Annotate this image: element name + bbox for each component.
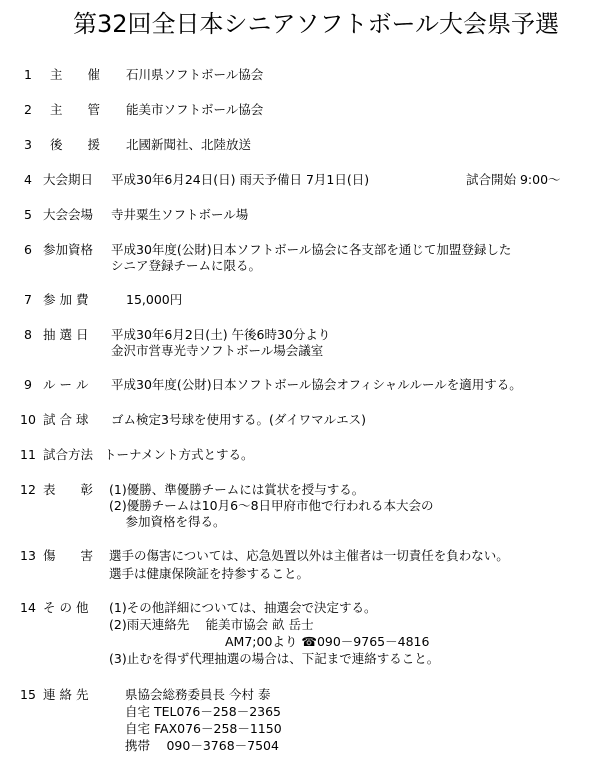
- page-title: 第32回全日本シニアソフトボール大会県予選: [72, 10, 560, 38]
- item-value: 平成30年度(公財)日本ソフトボール協会に各支部を通じて加盟登録した: [111, 242, 512, 257]
- item-number: 8: [24, 327, 32, 342]
- contact-name: 県協会総務委員長 今村 泰: [125, 687, 271, 702]
- item-value: (1)優勝、準優勝チームには賞状を授与する。: [109, 482, 365, 497]
- item-value: (3)止むを得ず代理抽選の場合は、下記まで連絡すること。: [109, 651, 440, 666]
- item-number: 4: [24, 172, 32, 187]
- item-number: 2: [24, 102, 32, 117]
- item-label: 傷 害: [43, 548, 94, 563]
- item-value: 15,000円: [126, 292, 183, 307]
- item-value: 平成30年度(公財)日本ソフトボール協会オフィシャルルールを適用する。: [111, 377, 522, 392]
- item-label: 大会期日: [43, 172, 94, 187]
- item-value: 能美市ソフトボール協会: [126, 102, 264, 117]
- item-value: シニア登録チームに限る。: [111, 258, 262, 273]
- contact-tel: 自宅 TEL076－258－2365: [125, 704, 281, 719]
- item-value: 石川県ソフトボール協会: [126, 67, 264, 82]
- item-number: 11: [20, 447, 36, 462]
- item-value: 選手の傷害については、応急処置以外は主催者は一切責任を負わない。: [109, 548, 509, 563]
- item-label: 抽 選 日: [43, 327, 89, 342]
- item-label: そ の 他: [43, 600, 89, 615]
- item-label: 主 催: [50, 67, 101, 82]
- item-number: 13: [20, 548, 36, 563]
- item-number: 10: [20, 412, 36, 427]
- item-number: 15: [20, 687, 36, 702]
- item-number: 3: [24, 137, 32, 152]
- item-label: 参加資格: [43, 242, 94, 257]
- item-value: 参加資格を得る。: [109, 514, 226, 529]
- item-number: 1: [24, 67, 32, 82]
- item-label: 表 彰: [43, 482, 94, 497]
- item-value: (1)その他詳細については、抽選会で決定する。: [109, 600, 377, 615]
- item-value: 金沢市営専光寺ソフトボール場会議室: [111, 343, 324, 358]
- contact-fax: 自宅 FAX076－258－1150: [125, 721, 282, 736]
- item-number: 5: [24, 207, 32, 222]
- item-value: 北國新聞社、北陸放送: [126, 137, 252, 152]
- rain-contact-phone: AM7;00より ☎090－9765－4816: [225, 634, 430, 649]
- item-value: 平成30年6月2日(土) 午後6時30分より: [111, 327, 331, 342]
- item-number: 7: [24, 292, 32, 307]
- item-value: ゴム検定3号球を使用する。(ダイワマルエス): [111, 412, 366, 427]
- item-number: 14: [20, 600, 36, 615]
- item-value: 選手は健康保険証を持参すること。: [109, 566, 310, 581]
- item-label: 主 管: [50, 102, 101, 117]
- item-label: 参 加 費: [43, 292, 89, 307]
- item-label: 後 援: [50, 137, 101, 152]
- item-number: 9: [24, 377, 32, 392]
- item-value: (2)優勝チームは10月6～8日甲府市他で行われる本大会の: [109, 498, 434, 513]
- item-label: 試 合 球: [43, 412, 89, 427]
- contact-mobile: 携帯 090－3768－7504: [125, 738, 279, 753]
- item-number: 6: [24, 242, 32, 257]
- item-value: トーナメント方式とする。: [104, 447, 254, 462]
- match-start-time: 試合開始 9:00～: [466, 172, 561, 187]
- item-label: 試合方法: [43, 447, 94, 462]
- item-label: 連 絡 先: [43, 687, 89, 702]
- item-value: 平成30年6月24日(日) 雨天予備日 7月1日(日): [111, 172, 370, 187]
- item-value: 寺井粟生ソフトボール場: [111, 207, 249, 222]
- item-value: (2)雨天連絡先 能美市協会 畝 岳士: [109, 617, 314, 632]
- item-label: 大会会場: [43, 207, 94, 222]
- item-label: ル ー ル: [43, 377, 89, 392]
- item-number: 12: [20, 482, 36, 497]
